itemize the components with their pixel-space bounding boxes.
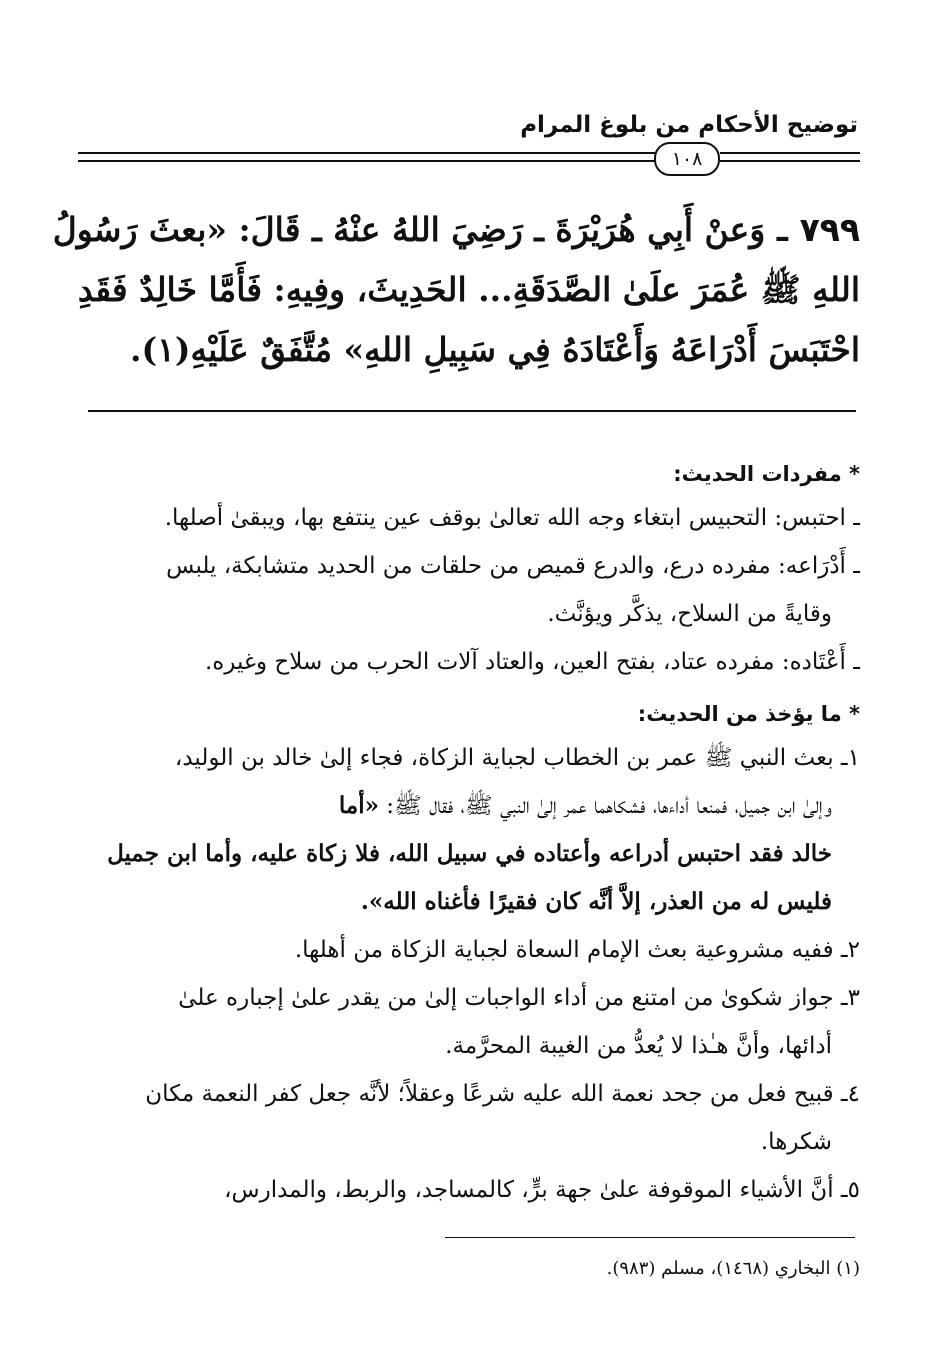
footnote: (١) البخاري (١٤٦٨)، مسلم (٩٨٣). [606,1258,860,1279]
hadith-line-3: احْتَبَسَ أَدْرَاعَهُ وَأَعْتَادَهُ فِي سَبِيلِ اللهِ» مُتَّفَقٌ عَلَيْهِ(١). [130,330,860,369]
page-number: ١٠٨ [654,142,720,176]
header-rule-right-top [720,152,860,154]
vocab-line-1: ـ احتبس: التحبيس ابتغاء وجه الله تعالىٰ بوقف عين ينتفع بها، ويبقىٰ أصلها. [164,505,860,531]
vocab-line-4: ـ أَعْتَاده: مفرده عتاد، بفتح العين، والعتاد آلات الحرب من سلاح وغيره. [204,649,860,675]
lesson-1-line-4 [361,884,832,920]
vocab-line-2: ـ أَدْرَاعه: مفرده درع، والدرع قميص من حلقات من الحديد متشابكة، يلبس [166,553,860,579]
lesson-1-line-2-text: وإلىٰ ابن جميل، فمنعا أداءها، فشكاهما عمر إلىٰ النبي ﷺ، فقال ﷺ: [378,793,832,819]
footnote-rule [445,1237,855,1238]
vocab-line-3: وقايةً من السلاح، يذكَّر ويؤنَّث. [547,601,832,627]
prophet-quote-end: فليس له من العذر، إلاَّ أنَّه كان فقيرًا فأغناه الله». [360,888,832,915]
hadith-line-2: اللهِ ﷺ عُمَرَ علَىٰ الصَّدَقَةِ... الحَدِيثَ، وفِيهِ: فَأَمَّا خَالِدٌ فَقَدِ [77,270,860,309]
lesson-1-line-3 [107,836,832,872]
header-rule-left-bottom [78,160,658,162]
header-rule-left-top [78,152,658,154]
lesson-1-line-2 [339,788,832,824]
lessons-heading: * ما يؤخذ من الحديث: [637,702,860,726]
lesson-1-line-1: ١ـ بعث النبي ﷺ عمر بن الخطاب لجباية الزكاة، فجاء إلىٰ خالد بن الوليد، [174,745,860,771]
prophet-quote-start: «أما [338,792,379,819]
lesson-4-line-2: شكرها. [760,1129,832,1155]
hadith-line-1 [52,200,860,260]
lesson-4-line-1: ٤ـ قبيح فعل من جحد نعمة الله عليه شرعًا وعقلاً؛ لأنَّه جعل كفر النعمة مكان [145,1081,860,1107]
lesson-5-line-1: ٥ـ أنَّ الأشياء الموقوفة علىٰ جهة برٍّ، كالمساجد، والربط، والمدارس، [224,1177,860,1203]
hadith-line-1-text: وَعنْ أَبِي هُرَيْرَةَ ـ رَضِيَ اللهُ عنْهُ ـ قَالَ: «بعثَ رَسُولُ [52,210,766,249]
lesson-3-line-2: أدائها، وأنَّ هـٰذا لا يُعدُّ من الغيبة المحرَّمة. [445,1033,832,1059]
prophet-quote-mid: خالد فقد احتبس أدراعه وأعتاده في سبيل الله، فلا زكاة عليه، وأما ابن جميل [107,840,832,867]
vocab-heading: * مفردات الحديث: [673,462,860,486]
hadith-number: ٧٩٩ ـ [776,210,860,249]
lesson-2: ٢ـ ففيه مشروعية بعث الإمام السعاة لجباية الزكاة من أهلها. [294,937,860,963]
header-rule-right-bottom [720,160,860,162]
lesson-3-line-1: ٣ـ جواز شكوىٰ من امتنع من أداء الواجبات إلىٰ من يقدر علىٰ إجباره علىٰ [178,985,860,1011]
running-header-title: توضيح الأحكام من بلوغ المرام [520,112,858,138]
section-divider [88,410,856,412]
